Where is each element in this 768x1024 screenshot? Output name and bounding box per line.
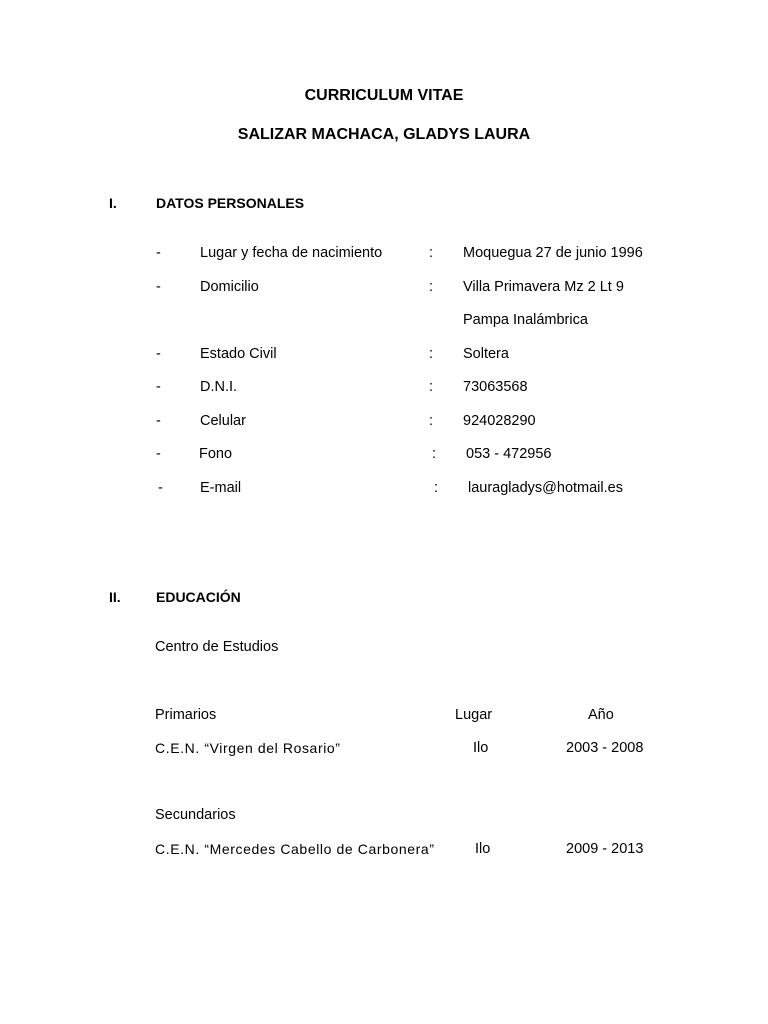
- row-separator: :: [429, 413, 434, 429]
- email-value: lauragladys@hotmail.es: [468, 480, 623, 496]
- row-value: 73063568: [463, 379, 528, 395]
- section-number-1: I.: [109, 195, 117, 211]
- row-label: Celular: [200, 413, 246, 429]
- level-primarios: Primarios: [155, 707, 217, 723]
- secondary-school-place: Ilo: [475, 841, 491, 857]
- section-title-educacion: EDUCACIÓN: [156, 589, 241, 605]
- row-value-continuation: Pampa Inalámbrica: [463, 312, 588, 328]
- section-title-datos-personales: DATOS PERSONALES: [156, 195, 305, 211]
- primary-school-name: C.E.N. “Virgen del Rosario”: [155, 740, 341, 756]
- row-label: Lugar y fecha de nacimiento: [200, 245, 383, 261]
- row-bullet: -: [158, 480, 163, 496]
- primary-school-place: Ilo: [473, 740, 489, 756]
- education-subtitle: Centro de Estudios: [155, 639, 279, 655]
- row-label: Domicilio: [200, 279, 259, 295]
- row-label: E-mail: [200, 480, 242, 496]
- row-bullet: -: [156, 413, 161, 429]
- row-value: 053 - 472956: [466, 446, 552, 462]
- row-value: Villa Primavera Mz 2 Lt 9: [463, 279, 624, 295]
- header-lugar: Lugar: [455, 707, 493, 723]
- row-label: D.N.I.: [200, 379, 238, 395]
- row-bullet: -: [156, 346, 161, 362]
- row-separator: :: [434, 480, 439, 496]
- row-separator: :: [429, 279, 434, 295]
- row-separator: :: [429, 346, 434, 362]
- primary-school-years: 2003 - 2008: [566, 740, 644, 756]
- row-separator: :: [432, 446, 437, 462]
- level-secundarios: Secundarios: [155, 807, 236, 823]
- secondary-school-name: C.E.N. “Mercedes Cabello de Carbonera”: [155, 841, 435, 857]
- row-value: Moquegua 27 de junio 1996: [463, 245, 643, 261]
- row-bullet: -: [156, 245, 161, 261]
- secondary-school-years: 2009 - 2013: [566, 841, 644, 857]
- row-bullet: -: [156, 279, 161, 295]
- row-value: Soltera: [463, 346, 509, 362]
- person-name: SALIZAR MACHACA, GLADYS LAURA: [237, 126, 531, 143]
- row-bullet: -: [156, 379, 161, 395]
- row-bullet: -: [156, 446, 161, 462]
- row-label: Estado Civil: [200, 346, 277, 362]
- row-value: 924028290: [463, 413, 536, 429]
- row-label: Fono: [199, 446, 233, 462]
- row-separator: :: [429, 379, 434, 395]
- row-separator: :: [429, 245, 434, 261]
- document-title: CURRICULUM VITAE: [304, 87, 464, 104]
- header-ano: Año: [588, 707, 614, 723]
- section-number-2: II.: [109, 589, 121, 605]
